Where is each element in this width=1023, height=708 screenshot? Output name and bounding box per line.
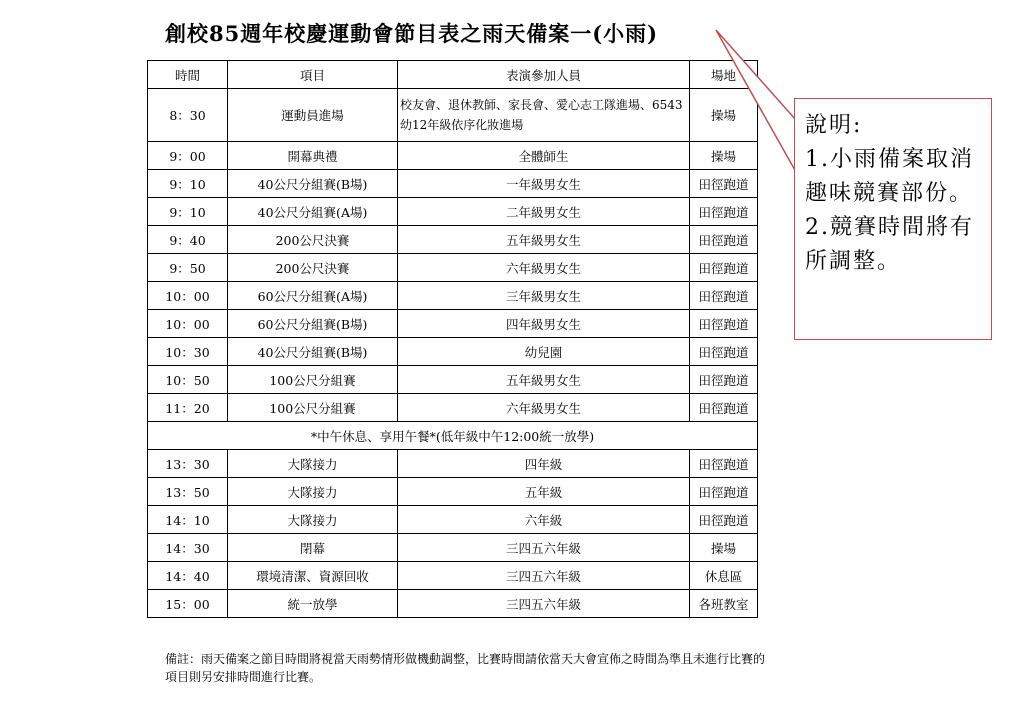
time-cell: 11：20 xyxy=(148,394,228,422)
venue-cell: 田徑跑道 xyxy=(690,394,758,422)
time-cell: 9：10 xyxy=(148,170,228,198)
time-cell: 15：00 xyxy=(148,590,228,618)
footnote: 備註：雨天備案之節目時間將視當天雨勢情形做機動調整，比賽時間請依當天大會宣佈之時間為準且未進行比賽的項目則另安排時間進行比賽。 xyxy=(165,652,766,684)
item-cell: 200公尺決賽 xyxy=(228,226,398,254)
header-time: 時間 xyxy=(148,61,228,89)
participants-cell: 三四五六年級 xyxy=(398,534,690,562)
participants-cell: 二年級男女生 xyxy=(398,198,690,226)
time-cell: 10：00 xyxy=(148,310,228,338)
time-cell: 9：00 xyxy=(148,142,228,170)
time-cell: 10：00 xyxy=(148,282,228,310)
time-cell: 8：30 xyxy=(148,89,228,142)
participants-cell: 三四五六年級 xyxy=(398,590,690,618)
header-participants: 表演參加人員 xyxy=(398,61,690,89)
item-cell: 統一放學 xyxy=(228,590,398,618)
item-cell: 閉幕 xyxy=(228,534,398,562)
item-cell: 60公尺分組賽(A場) xyxy=(228,282,398,310)
item-cell: 運動員進場 xyxy=(228,89,398,142)
header-item: 項目 xyxy=(228,61,398,89)
time-cell: 14：10 xyxy=(148,506,228,534)
venue-cell: 田徑跑道 xyxy=(690,478,758,506)
participants-cell: 三年級男女生 xyxy=(398,282,690,310)
time-cell: 10：30 xyxy=(148,338,228,366)
time-cell: 9：50 xyxy=(148,254,228,282)
item-cell: 60公尺分組賽(B場) xyxy=(228,310,398,338)
participants-cell: 六年級 xyxy=(398,506,690,534)
participants-cell: 校友會、退休教師、家長會、愛心志工隊進場、6543幼12年級依序化妝進場 xyxy=(398,89,690,142)
item-cell: 40公尺分組賽(A場) xyxy=(228,198,398,226)
item-cell: 大隊接力 xyxy=(228,506,398,534)
item-cell: 40公尺分組賽(B場) xyxy=(228,338,398,366)
venue-cell: 操場 xyxy=(690,534,758,562)
venue-cell: 操場 xyxy=(690,142,758,170)
header-venue: 場地 xyxy=(690,61,758,89)
venue-cell: 休息區 xyxy=(690,562,758,590)
venue-cell: 田徑跑道 xyxy=(690,506,758,534)
venue-cell: 田徑跑道 xyxy=(690,170,758,198)
venue-cell: 田徑跑道 xyxy=(690,366,758,394)
time-cell: 9：10 xyxy=(148,198,228,226)
participants-cell: 全體師生 xyxy=(398,142,690,170)
participants-cell: 六年級男女生 xyxy=(398,394,690,422)
venue-cell: 田徑跑道 xyxy=(690,338,758,366)
time-cell: 14：30 xyxy=(148,534,228,562)
item-cell: 200公尺決賽 xyxy=(228,254,398,282)
time-cell: 13：30 xyxy=(148,450,228,478)
venue-cell: 各班教室 xyxy=(690,590,758,618)
item-cell: 大隊接力 xyxy=(228,450,398,478)
item-cell: 環境清潔、資源回收 xyxy=(228,562,398,590)
item-cell: 大隊接力 xyxy=(228,478,398,506)
rain-plan-callout xyxy=(794,98,992,340)
callout-point-2: 2.競賽時間將有所調整。 xyxy=(805,215,974,274)
venue-cell: 田徑跑道 xyxy=(690,198,758,226)
venue-cell: 田徑跑道 xyxy=(690,226,758,254)
item-cell: 100公尺分組賽 xyxy=(228,366,398,394)
callout-heading: 說明: xyxy=(805,113,863,138)
item-cell: 100公尺分組賽 xyxy=(228,394,398,422)
schedule-title: 創校85週年校慶運動會節目表之雨天備案一(小雨) xyxy=(165,21,659,46)
venue-cell: 田徑跑道 xyxy=(690,282,758,310)
callout-point-1: 1.小雨備案取消趣味競賽部份。 xyxy=(805,147,974,206)
item-cell: 40公尺分組賽(B場) xyxy=(228,170,398,198)
time-cell: 14：40 xyxy=(148,562,228,590)
item-cell: 開幕典禮 xyxy=(228,142,398,170)
lunch-break-text: *中午休息、享用午餐*(低年級中午12:00統一放學) xyxy=(148,422,758,450)
participants-cell: 三四五六年級 xyxy=(398,562,690,590)
venue-cell: 田徑跑道 xyxy=(690,450,758,478)
time-cell: 10：50 xyxy=(148,366,228,394)
participants-cell: 五年級男女生 xyxy=(398,226,690,254)
participants-cell: 五年級男女生 xyxy=(398,366,690,394)
venue-cell: 田徑跑道 xyxy=(690,310,758,338)
participants-cell: 六年級男女生 xyxy=(398,254,690,282)
participants-cell: 幼兒園 xyxy=(398,338,690,366)
participants-cell: 四年級男女生 xyxy=(398,310,690,338)
participants-cell: 一年級男女生 xyxy=(398,170,690,198)
time-cell: 13：50 xyxy=(148,478,228,506)
time-cell: 9：40 xyxy=(148,226,228,254)
participants-cell: 五年級 xyxy=(398,478,690,506)
venue-cell: 操場 xyxy=(690,89,758,142)
participants-cell: 四年級 xyxy=(398,450,690,478)
venue-cell: 田徑跑道 xyxy=(690,254,758,282)
